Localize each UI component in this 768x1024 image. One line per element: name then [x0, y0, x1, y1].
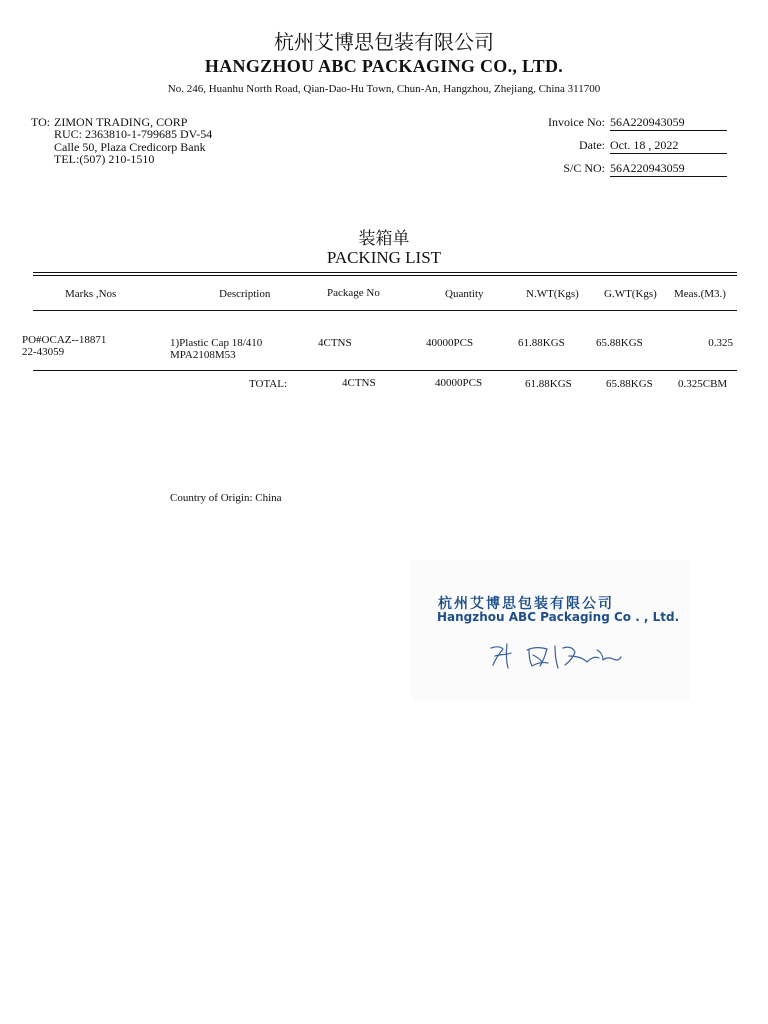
- row-desc-line2: MPA2108M53: [170, 349, 236, 361]
- header-rule: [33, 310, 737, 311]
- sc-label: S/C NO:: [563, 161, 605, 175]
- sc-number: 56A220943059: [610, 161, 727, 177]
- header-gwt: G.WT(Kgs): [604, 288, 657, 300]
- date-label: Date:: [579, 138, 605, 152]
- header-marks: Marks ,Nos: [65, 288, 117, 300]
- table-top-rule: [33, 272, 737, 273]
- invoice-number: 56A220943059: [610, 115, 727, 131]
- row-meas: 0.325: [708, 337, 733, 349]
- company-stamp: [410, 560, 690, 700]
- stamp-name-en: Hangzhou ABC Packaging Co . , Ltd.: [437, 610, 680, 624]
- total-gwt: 65.88KGS: [606, 378, 653, 390]
- table-top-rule-2: [33, 275, 737, 276]
- signature: [485, 638, 655, 672]
- total-package: 4CTNS: [342, 377, 376, 389]
- doc-title-en: PACKING LIST: [326, 248, 442, 267]
- header-nwt: N.WT(Kgs): [526, 288, 579, 300]
- recipient-ruc: RUC: 2363810-1-799685 DV-54: [54, 127, 213, 141]
- total-quantity: 40000PCS: [435, 377, 483, 389]
- row-package: 4CTNS: [318, 337, 352, 349]
- company-name-en: HANGZHOU ABC PACKAGING CO., LTD.: [204, 56, 564, 76]
- header-meas: Meas.(M3.): [674, 288, 726, 300]
- total-label: TOTAL:: [249, 378, 288, 390]
- recipient-tel: TEL:(507) 210-1510: [54, 152, 155, 166]
- company-address: No. 246, Huanhu North Road, Qian-Dao-Hu Town, Chun-An, Hangzhou, Zhejiang, China 311700: [167, 83, 601, 95]
- country-of-origin: Country of Origin: China: [170, 492, 282, 504]
- invoice-label: Invoice No:: [548, 115, 605, 129]
- doc-title-cn: 装箱单: [358, 229, 410, 249]
- row-gwt: 65.88KGS: [596, 337, 643, 349]
- row-nwt: 61.88KGS: [518, 337, 565, 349]
- row-quantity: 40000PCS: [426, 337, 474, 349]
- recipient-address: Calle 50, Plaza Credicorp Bank: [54, 140, 206, 154]
- row-marks-line2: 22-43059: [22, 346, 65, 358]
- header-description: Description: [219, 288, 271, 300]
- recipient-name: ZIMON TRADING, CORP: [54, 115, 188, 129]
- company-name-cn: 杭州艾博思包装有限公司: [274, 30, 494, 54]
- row-desc-line1: 1)Plastic Cap 18/410: [170, 337, 263, 349]
- to-label: TO:: [31, 115, 51, 129]
- total-rule: [33, 370, 737, 371]
- total-meas: 0.325CBM: [678, 378, 728, 390]
- stamp-name-cn: 杭州艾博思包装有限公司: [438, 596, 614, 612]
- row-marks-line1: PO#OCAZ--18871: [22, 334, 107, 346]
- header-quantity: Quantity: [445, 288, 484, 300]
- total-nwt: 61.88KGS: [525, 378, 572, 390]
- header-package: Package No: [327, 287, 380, 299]
- invoice-date: Oct. 18 , 2022: [610, 138, 727, 154]
